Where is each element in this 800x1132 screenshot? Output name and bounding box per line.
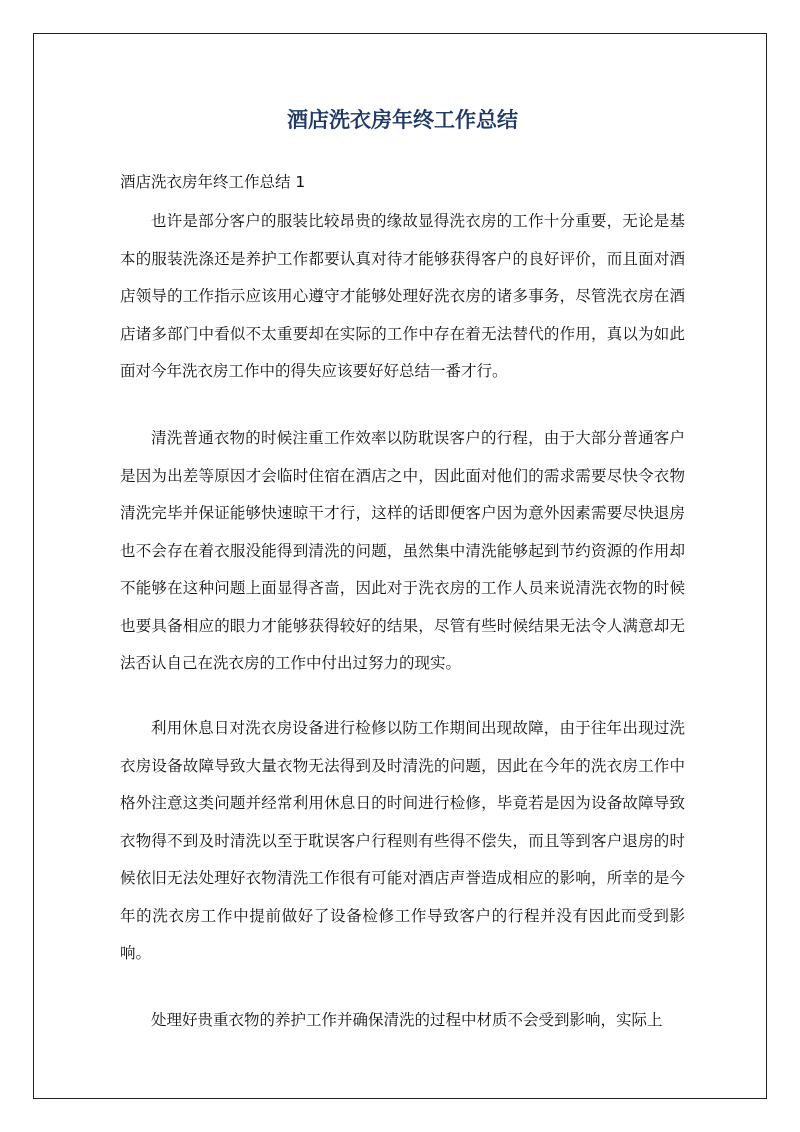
document-title: 酒店洗衣房年终工作总结 bbox=[287, 108, 518, 132]
paragraph-4: 处理好贵重衣物的养护工作并确保清洗的过程中材质不会受到影响，实际上 bbox=[151, 1011, 663, 1029]
section-heading: 酒店洗衣房年终工作总结 1 bbox=[120, 173, 306, 191]
paragraph-2: 清洗普通衣物的时候注重工作效率以防耽误客户的行程，由于大部分普通客户是因为出差等原因才会临时住宿在酒店之中，因此面对他们的需求需要尽快令衣物清洗完毕并保证能够快速晾干才行，这样的话即便客户因为意外因素需要尽快退房也不会存在着衣服没能得到清洗的问题，虽然集中清洗能够起到节约资源的作用却不能够在这种问题上面显得吝啬，因此对于洗衣房的工作人员来说清洗衣物的时候也要具备相应的眼力才能够获得较好的结果，尽管有些时候结果无法令人满意却无法否认自己在洗衣房的工作中付出过努力的现实。 bbox=[120, 429, 685, 672]
paragraph-1: 也许是部分客户的服装比较昂贵的缘故显得洗衣房的工作十分重要，无论是基本的服装洗涤还是养护工作都要认真对待才能够获得客户的良好评价，而且面对酒店领导的工作指示应该用心遵守才能够处理好洗衣房的诸多事务，尽管洗衣房在酒店诸多部门中看似不太重要却在实际的工作中存在着无法替代的作用，真以为如此面对今年洗衣房工作中的得失应该要好好总结一番才行。 bbox=[120, 212, 685, 380]
paragraph-3: 利用休息日对洗衣房设备进行检修以防工作期间出现故障，由于往年出现过洗衣房设备故障导致大量衣物无法得到及时清洗的问题，因此在今年的洗衣房工作中格外注意这类问题并经常利用休息日的时间进行检修，毕竟若是因为设备故障导致衣物得不到及时清洗以至于耽误客户行程则有些得不偿失，而且等到客户退房的时候依旧无法处理好衣物清洗工作很有可能对酒店声誉造成相应的影响，所幸的是今年的洗衣房工作中提前做好了设备检修工作导致客户的行程并没有因此而受到影响。 bbox=[120, 719, 685, 962]
